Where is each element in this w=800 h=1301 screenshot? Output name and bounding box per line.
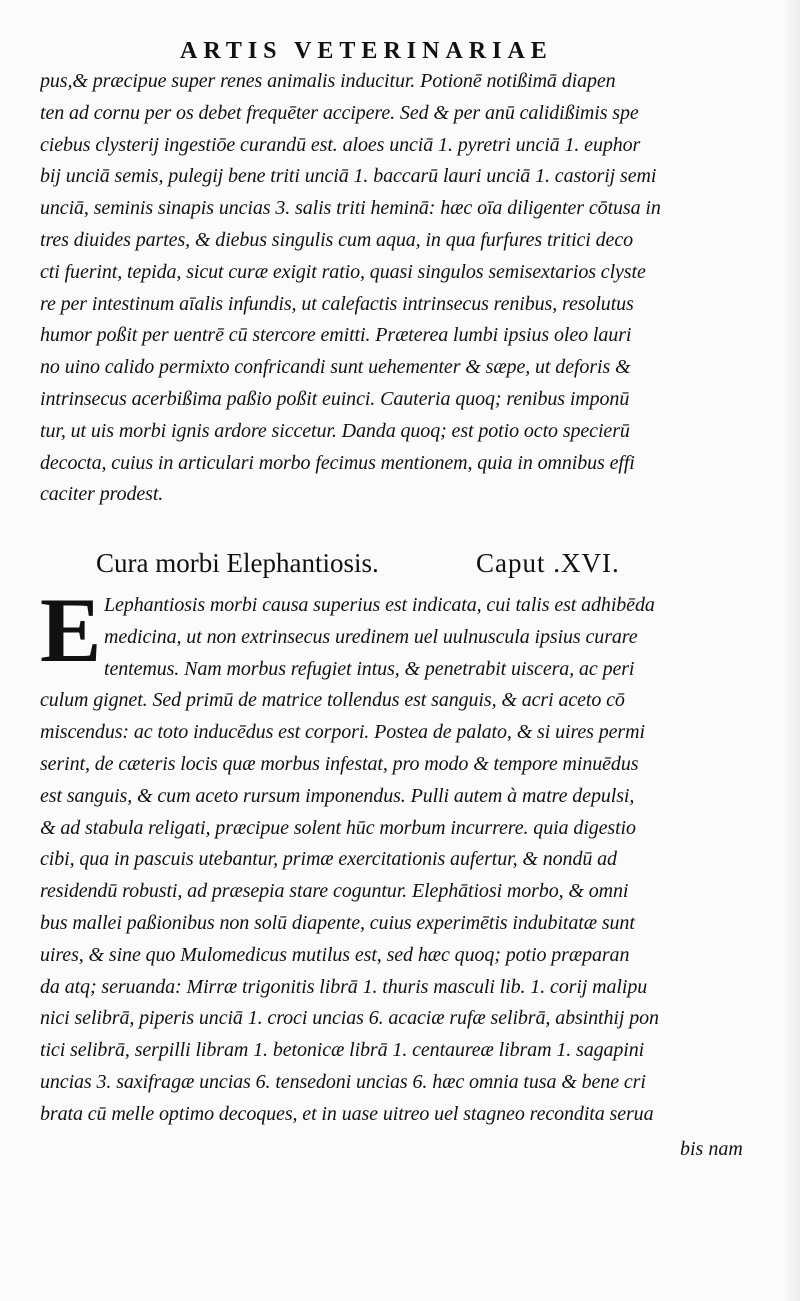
text-line: bus mallei paßionibus non solū diapente, cuius experimētis indubitatæ sunt — [40, 911, 635, 934]
text-line: nici selibrā, piperis unciā 1. croci uncias 6. acaciæ rufæ selibrā, absinthij pon — [40, 1007, 659, 1030]
chapter-heading — [96, 548, 756, 584]
page-edge-shadow — [782, 0, 800, 1301]
chapter-number: Caput .XVI. — [476, 548, 620, 578]
running-head: ARTIS VETERINARIAE — [180, 38, 553, 64]
text-line: cti fuerint, tepida, sicut curæ exigit ratio, quasi singulos semisextarios clyste — [40, 260, 646, 283]
paragraph-1 — [40, 66, 765, 511]
text-line: residendū robusti, ad præsepia stare coguntur. Elephātiosi morbo, & omni — [40, 880, 629, 903]
text-line: culum gignet. Sed primū de matrice tollendus est sanguis, & acri aceto cō — [40, 689, 625, 712]
text-line: & ad stabula religati, præcipue solent hūc morbum incurrere. quia digestio — [40, 816, 636, 839]
text-line: caciter prodest. — [40, 483, 164, 506]
text-line: tur, ut uis morbi ignis ardore siccetur. Danda quoq; est potio octo specierū — [40, 419, 630, 442]
text-line: miscendus: ac toto inducēdus est corpori. Postea de palato, & si uires permi — [40, 721, 645, 744]
text-line: tentemus. Nam morbus refugiet intus, & penetrabit uiscera, ac peri — [104, 657, 635, 680]
text-line: re per intestinum aīalis infundis, ut calefactis intrinsecus renibus, resolutus — [40, 292, 634, 315]
catchword: bis nam — [680, 1138, 743, 1160]
paragraph-2 — [40, 579, 765, 1131]
text-line: uncias 3. saxifragæ uncias 6. tensedoni uncias 6. hæc omnia tusa & bene cri — [40, 1070, 646, 1093]
text-line: unciā, seminis sinapis uncias 3. salis triti heminā: hæc oīa diligenter cōtusa in — [40, 197, 661, 220]
text-line: ciebus clysterij ingestiōe curandū est. aloes unciā 1. pyretri unciā 1. euphor — [40, 133, 641, 156]
text-line: brata cū melle optimo decoques, et in uase uitreo uel stagneo recondita serua — [40, 1102, 654, 1125]
text-line: serint, de cæteris locis quæ morbus infestat, pro modo & tempore minuēdus — [40, 752, 639, 775]
text-line: ten ad cornu per os debet frequēter accipere. Sed & per anū calidißimis spe — [40, 101, 639, 124]
drop-cap: E — [40, 579, 102, 681]
text-line: Lephantiosis morbi causa superius est indicata, cui talis est adhibēda — [104, 594, 655, 616]
text-line: no uino calido permixto confricandi sunt uehementer & sæpe, ut deforis & — [40, 356, 631, 379]
text-line: humor poßit per uentrē cū stercore emitti. Præterea lumbi ipsius oleo lauri — [40, 324, 632, 347]
text-line: intrinsecus acerbißima paßio poßit euinci. Cauteria quoq; renibus imponū — [40, 387, 630, 410]
text-line: tres diuides partes, & diebus singulis cum aqua, in qua furfures tritici deco — [40, 228, 634, 251]
text-line: da atq; seruanda: Mirræ trigonitis librā 1. thuris masculi lib. 1. corij malipu — [40, 975, 648, 998]
chapter-title: Cura morbi Elephantiosis. — [96, 548, 379, 578]
text-line: est sanguis, & cum aceto rursum imponendus. Pulli autem à matre depulsi, — [40, 784, 635, 807]
text-line: cibi, qua in pascuis utebantur, primæ exercitationis aufertur, & nondū ad — [40, 848, 617, 871]
text-line: pus,& præcipue super renes animalis inducitur. Potionē notißimā diapen — [40, 70, 616, 92]
text-line: bij unciā semis, pulegij bene triti unciā 1. baccarū lauri unciā 1. castorij semi — [40, 165, 657, 188]
text-line: decocta, cuius in articulari morbo fecimus mentionem, quia in omnibus effi — [40, 451, 635, 474]
text-line: tici selibrā, serpilli libram 1. betonicæ librā 1. centaureæ libram 1. sagapini — [40, 1039, 645, 1062]
text-line: uires, & sine quo Mulomedicus mutilus est, sed hæc quoq; potio præparan — [40, 943, 630, 966]
text-line: medicina, ut non extrinsecus uredinem uel uulnuscula ipsius curare — [104, 625, 638, 648]
